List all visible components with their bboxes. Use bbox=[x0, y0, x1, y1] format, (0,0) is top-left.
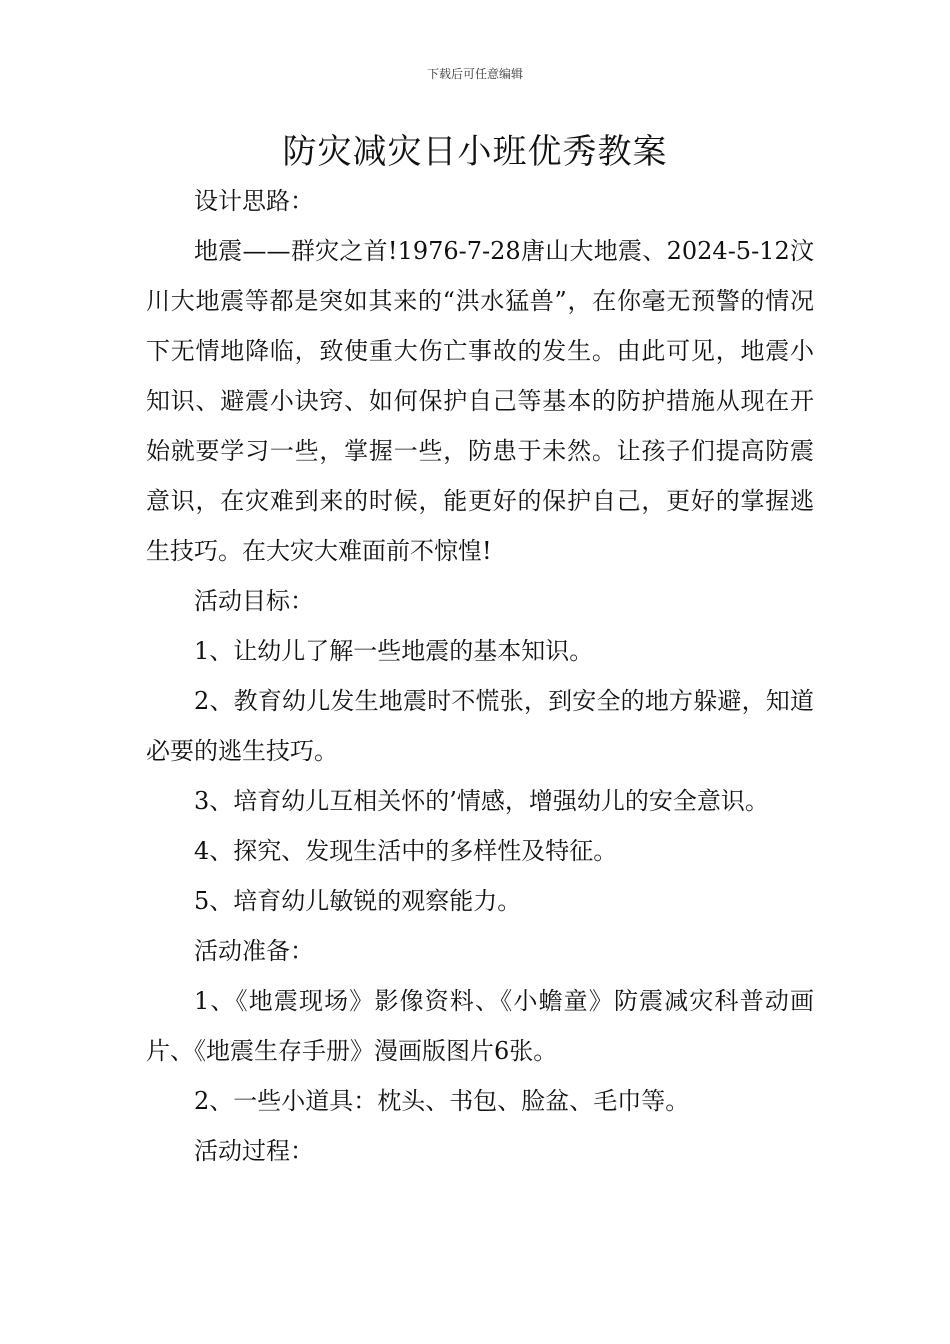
prep-heading: 活动准备： bbox=[194, 937, 314, 965]
document-body bbox=[146, 176, 814, 1176]
goal-item-4: 4、探究、发现生活中的多样性及特征。 bbox=[194, 837, 618, 865]
process-heading: 活动过程： bbox=[194, 1137, 314, 1165]
goal-item-3: 3、培育幼儿互相关怀的’情感，增强幼儿的安全意识。 bbox=[194, 787, 769, 815]
design-heading: 设计思路： bbox=[194, 187, 314, 215]
goal-item-2: 2、教育幼儿发生地震时不慌张，到安全的地方躲避，知道必要的逃生技巧。 bbox=[146, 687, 814, 765]
header-note: 下载后可任意编辑 bbox=[426, 67, 523, 81]
prep-item-1: 1、《地震现场》影像资料、《小蟾童》防震减灾科普动画片、《地震生存手册》漫画版图片6张。 bbox=[146, 987, 814, 1065]
design-paragraph: 地震——群灾之首!1976-7-28唐山大地震、2024-5-12汶川大地震等都是突如其来的“洪水猛兽”，在你毫无预警的情况下无情地降临，致使重大伤亡事故的发生。由此可见，地震小知识、避震小诀窍、如何保护自己等基本的防护措施从现在开始就要学习一些，掌握一些，防患于未然。让孩子们提高防震意识，在灾难到来的时候，能更好的保护自己，更好的掌握逃生技巧。在大灾大难面前不惊惶! bbox=[146, 237, 814, 565]
goal-item-1: 1、让幼儿了解一些地震的基本知识。 bbox=[194, 637, 594, 665]
document-title: 防灾减灾日小班优秀教案 bbox=[282, 132, 668, 172]
prep-item-2: 2、一些小道具：枕头、书包、脸盆、毛巾等。 bbox=[194, 1087, 690, 1115]
goal-item-5: 5、培育幼儿敏锐的观察能力。 bbox=[194, 887, 522, 915]
goals-heading: 活动目标： bbox=[194, 587, 314, 615]
